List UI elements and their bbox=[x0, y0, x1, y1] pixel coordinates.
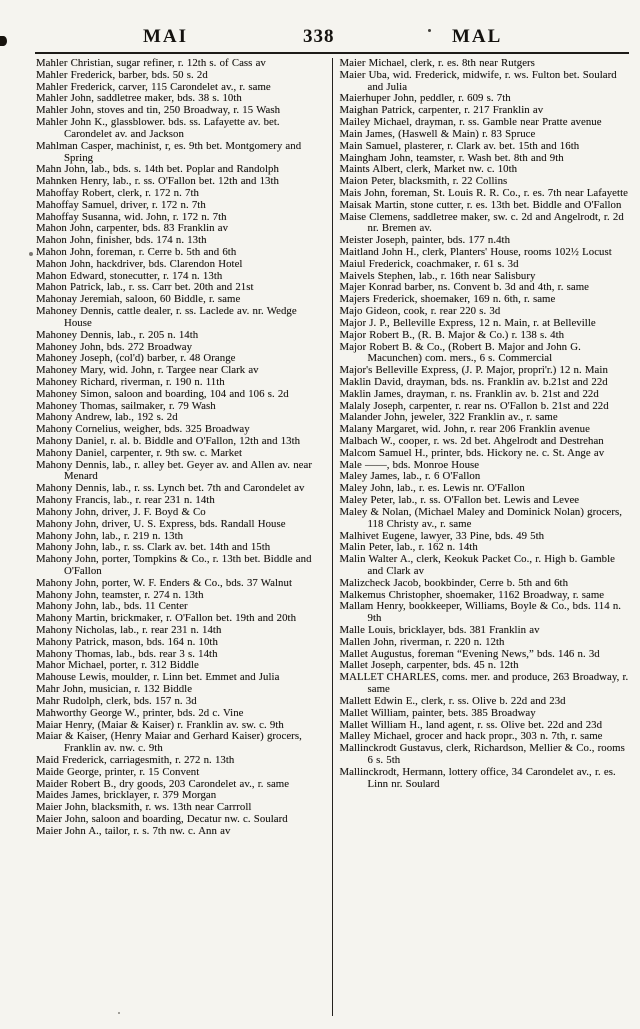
directory-entry: Maierhuper John, peddler, r. 609 s. 7th bbox=[339, 92, 511, 105]
directory-entry: Mahoney John, bds. 272 Broadway bbox=[36, 340, 193, 353]
directory-entry: Mahony Francis, lab., r. rear 231 n. 14th bbox=[36, 494, 215, 507]
directory-entry: Mahoney Dennis, cattle dealer, r. ss. Laclede av. nr. Wedge House bbox=[36, 305, 297, 329]
directory-entry: Mahony John, porter, W. F. Enders & Co., bds. 37 Walnut bbox=[36, 576, 293, 589]
directory-entry: Major J. P., Belleville Express, 12 n. Main, r. at Belleville bbox=[339, 316, 596, 329]
directory-entry: Meister Joseph, painter, bds. 177 n.4th bbox=[339, 234, 511, 247]
directory-entry: Mahony John, teamster, r. 274 n. 13th bbox=[36, 588, 204, 601]
directory-entry: Maisak Martin, stone cutter, r. es. 13th bet. Biddle and O'Fallon bbox=[339, 198, 622, 211]
directory-entry: Mahler Christian, sugar refiner, r. 12th s. of Cass av bbox=[36, 58, 266, 69]
directory-entry: Maitland John H., clerk, Planters' House, rooms 102½ Locust bbox=[339, 246, 612, 258]
directory-entry: Mahony Daniel, r. al. b. Biddle and O'Fallon, 12th and 13th bbox=[36, 435, 301, 447]
directory-entry: Mahoffay Susanna, wid. John, r. 172 n. 7th bbox=[36, 210, 227, 223]
directory-entry: Malle Louis, bricklayer, bds. 381 Franklin av bbox=[339, 624, 540, 636]
directory-entry: Mallinckrodt Gustavus, clerk, Richardson, Mellier & Co., rooms 6 s. 5th bbox=[339, 742, 625, 766]
directory-entry: Mallam Henry, bookkeeper, Williams, Boyle & Co., bds. 114 n. 9th bbox=[339, 600, 622, 625]
scan-speck bbox=[428, 29, 431, 32]
directory-entry: Mahor Michael, porter, r. 312 Biddle bbox=[36, 659, 199, 672]
directory-entry: Mahler Frederick, barber, bds. 50 s. 2d bbox=[36, 68, 208, 81]
header-rule bbox=[35, 52, 629, 54]
directory-entry: Mahony Daniel, carpenter, r. 9th sw. c. Market bbox=[36, 446, 243, 459]
directory-entry: Mahworthy George W., printer, bds. 2d c. Vine bbox=[36, 706, 244, 719]
directory-entry: Mahon John, carpenter, bds. 83 Franklin av bbox=[36, 222, 229, 235]
directory-entry: Mahoney Thomas, sailmaker, r. 79 Wash bbox=[36, 399, 216, 412]
directory-entry: Mahony Dennis, lab., r. alley bet. Geyer av. and Allen av. near Menard bbox=[36, 458, 312, 483]
directory-entry: Maion Peter, blacksmith, r. 22 Collins bbox=[339, 175, 508, 188]
directory-entry: Mahler Frederick, carver, 115 Carondelet av., r. same bbox=[36, 80, 271, 93]
directory-entry: Mahoney Dennis, lab., r. 205 n. 14th bbox=[36, 328, 199, 341]
directory-entry: Malin Walter A., clerk, Keokuk Packet Co., r. High b. Gamble and Clark av bbox=[339, 553, 615, 577]
scan-speck bbox=[29, 252, 33, 256]
directory-columns bbox=[36, 58, 629, 1016]
directory-entry: Mahon John, finisher, bds. 174 n. 13th bbox=[36, 234, 207, 247]
directory-entry: Mallet Joseph, carpenter, bds. 45 n. 12th bbox=[339, 659, 519, 672]
directory-entry: Maighan Patrick, carpenter, r. 217 Franklin av bbox=[339, 104, 544, 117]
directory-entry: Maivels Stephen, lab., r. 16th near Salisbury bbox=[339, 269, 536, 282]
directory-entry: Maklin James, drayman, r. ns. Franklin av. b. 21st and 22d bbox=[339, 387, 599, 400]
directory-entry: Maklin David, drayman, bds. ns. Franklin av. b.21st and 22d bbox=[339, 375, 608, 388]
directory-entry: Mallet William H., land agent, r. ss. Olive bet. 22d and 23d bbox=[339, 718, 603, 731]
directory-entry: Mahr Rudolph, clerk, bds. 157 n. 3d bbox=[36, 694, 197, 707]
header-section-right: MAL bbox=[452, 26, 503, 47]
directory-entry: Mahony John, porter, Tompkins & Co., r. 13th bet. Biddle and O'Fallon bbox=[36, 553, 312, 577]
directory-entry: Mais John, foreman, St. Louis R. R. Co., r. es. 7th near Lafayette bbox=[339, 186, 628, 199]
directory-entry: Maider Robert B., dry goods, 203 Carondelet av., r. same bbox=[36, 777, 290, 790]
directory-entry: Maier Michael, clerk, r. es. 8th near Rutgers bbox=[339, 58, 535, 69]
directory-entry: Malhivet Eugene, lawyer, 33 Pine, bds. 49 5th bbox=[339, 529, 545, 542]
header-section-left: MAI bbox=[143, 26, 189, 47]
directory-entry: Mahnken Henry, lab., r. ss. O'Fallon bet. 12th and 13th bbox=[36, 175, 279, 188]
directory-entry: Mahr John, musician, r. 132 Biddle bbox=[36, 683, 193, 696]
directory-entry: Mallet William, painter, bets. 385 Broadway bbox=[339, 706, 536, 719]
directory-entry: Mahony Nicholas, lab., r. rear 231 n. 14th bbox=[36, 624, 222, 636]
directory-entry: Maley James, lab., r. 6 O'Fallon bbox=[339, 470, 481, 483]
directory-entry: Maier John, blacksmith, r. ws. 13th near Carrroll bbox=[36, 801, 252, 814]
directory-entry: Maiar Henry, (Maiar & Kaiser) r. Franklin av. sw. c. 9th bbox=[36, 718, 284, 731]
directory-entry: MALLET CHARLES, coms. mer. and produce, 263 Broadway, r. same bbox=[339, 671, 629, 696]
directory-entry: Maid Frederick, carriagesmith, r. 272 n. 13th bbox=[36, 753, 235, 766]
directory-entry: Mallen John, riverman, r. 220 n. 12th bbox=[339, 635, 505, 648]
directory-entry: Mallinckrodt, Hermann, lottery office, 34 Carondelet av., r. es. Linn nr. Soulard bbox=[339, 765, 616, 790]
directory-entry: Maingham John, teamster, r. Wash bet. 8th and 9th bbox=[339, 151, 564, 164]
directory-entry: Maley Peter, lab., r. ss. O'Fallon bet. Lewis and Levee bbox=[339, 494, 580, 507]
directory-entry: Mahon Patrick, lab., r. ss. Carr bet. 20th and 21st bbox=[36, 281, 254, 294]
directory-entry: Malin Peter, lab., r. 162 n. 14th bbox=[339, 541, 478, 554]
directory-entry: Mahony John, lab., r. 219 n. 13th bbox=[36, 529, 184, 542]
directory-entry: Majers Frederick, shoemaker, 169 n. 6th, r. same bbox=[339, 293, 556, 306]
directory-entry: Maiul Frederick, coachmaker, r. 61 s. 3d bbox=[339, 257, 519, 270]
directory-entry: Mahon John, foreman, r. Cerre b. 5th and 6th bbox=[36, 246, 237, 258]
directory-entry: Mahony Thomas, lab., bds. rear 3 s. 14th bbox=[36, 647, 218, 660]
directory-entry: Mallet Augustus, foreman “Evening News,” bds. 146 n. 3d bbox=[339, 647, 600, 660]
directory-entry: Malander John, jeweler, 322 Franklin av., r. same bbox=[339, 411, 558, 424]
directory-entry: Mahoney Simon, saloon and boarding, 104 and 106 s. 2d bbox=[36, 387, 289, 400]
directory-entry: Mahoney Joseph, (col'd) barber, r. 48 Orange bbox=[36, 352, 236, 365]
directory-entry: Main Samuel, plasterer, r. Clark av. bet. 15th and 16th bbox=[339, 139, 580, 152]
directory-entry: Malany Margaret, wid. John, r. rear 206 Franklin avenue bbox=[339, 423, 590, 436]
directory-entry: Maier John, saloon and boarding, Decatur nw. c. Soulard bbox=[36, 813, 288, 825]
directory-entry: Mailey Michael, drayman, r. ss. Gamble near Pratte avenue bbox=[339, 116, 602, 129]
right-column bbox=[333, 58, 630, 1016]
directory-entry: Maise Clemens, saddletree maker, sw. c. 2d and Angelrodt, r. 2d nr. Bremen av. bbox=[339, 210, 624, 235]
directory-entry: Mahoffay Samuel, driver, r. 172 n. 7th bbox=[36, 198, 206, 211]
directory-entry: Major Robert B. & Co., (Robert B. Major and John G. Macunchen) com. mers., 6 s. Commercial bbox=[339, 340, 581, 365]
directory-entry: Mallett Edwin E., clerk, r. ss. Olive b. 22d and 23d bbox=[339, 694, 566, 707]
directory-entry: Mahouse Lewis, moulder, r. Linn bet. Emmet and Julia bbox=[36, 671, 280, 684]
directory-entry: Mahn John, lab., bds. s. 14th bet. Poplar and Randolph bbox=[36, 163, 279, 176]
directory-entry: Maier Uba, wid. Frederick, midwife, r. ws. Fulton bet. Soulard and Julia bbox=[339, 68, 617, 93]
directory-entry: Maiar & Kaiser, (Henry Maiar and Gerhard Kaiser) grocers, Franklin av. nw. c. 9th bbox=[36, 730, 302, 755]
directory-entry: Mahlman Casper, machinist, r, es. 9th bet. Montgomery and Spring bbox=[36, 139, 302, 164]
directory-entry: Maide George, printer, r. 15 Convent bbox=[36, 765, 200, 778]
directory-entry: Major's Belleville Express, (J. P. Major, propri'r.) 12 n. Main bbox=[339, 364, 608, 377]
directory-entry: Malbach W., cooper, r. ws. 2d bet. Ahgelrodt and Destrehan bbox=[339, 435, 604, 447]
scan-speck bbox=[118, 1012, 120, 1014]
directory-entry: Mahon Edward, stonecutter, r. 174 n. 13th bbox=[36, 269, 223, 282]
directory-entry: Mahony John, driver, U. S. Express, bds. Randall House bbox=[36, 517, 286, 530]
directory-entry: Mahler John K., glassblower. bds. ss. Lafayette av. bet. Carondelet av. and Jackson bbox=[36, 116, 280, 140]
directory-entry: Maley & Nolan, (Michael Maley and Dominick Nolan) grocers, 118 Christy av., r. same bbox=[339, 505, 623, 530]
directory-entry: Malizcheck Jacob, bookbinder, Cerre b. 5th and 6th bbox=[339, 576, 569, 589]
directory-entry: Male ——, bds. Monroe House bbox=[339, 458, 480, 471]
directory-entry: Mahon John, hackdriver, bds. Clarendon Hotel bbox=[36, 257, 243, 270]
directory-entry: Mahler John, stoves and tin, 250 Broadway, r. 15 Wash bbox=[36, 104, 281, 117]
directory-entry: Mahony Cornelius, weigher, bds. 325 Broadway bbox=[36, 423, 250, 436]
page-number: 338 bbox=[303, 26, 335, 47]
directory-entry: Mahoney Mary, wid. John, r. Targee near Clark av bbox=[36, 364, 259, 377]
left-column bbox=[36, 58, 333, 1016]
directory-entry: Malaly Joseph, carpenter, r. rear ns. O'Fallon b. 21st and 22d bbox=[339, 399, 609, 412]
directory-entry: Mahony John, lab., bds. 11 Center bbox=[36, 600, 188, 613]
directory-entry: Majer Konrad barber, ns. Convent b. 3d and 4th, r. same bbox=[339, 281, 589, 294]
directory-entry: Main James, (Haswell & Main) r. 83 Spruce bbox=[339, 127, 536, 140]
directory-entry: Mahoney Richard, riverman, r. 190 n. 11th bbox=[36, 375, 225, 388]
directory-entry: Mahony Patrick, mason, bds. 164 n. 10th bbox=[36, 635, 218, 648]
directory-entry: Mahony John, driver, J. F. Boyd & Co bbox=[36, 505, 206, 518]
directory-entry: Mahony Andrew, lab., 192 s. 2d bbox=[36, 411, 178, 424]
directory-entry: Majo Gideon, cook, r. rear 220 s. 3d bbox=[339, 305, 501, 318]
directory-entry: Mahony John, lab., r. ss. Clark av. bet. 14th and 15th bbox=[36, 541, 271, 554]
directory-entry: Malley Michael, grocer and hack propr., 303 n. 7th, r. same bbox=[339, 730, 603, 743]
directory-entry: Maides James, bricklayer, r. 379 Morgan bbox=[36, 789, 217, 802]
directory-entry: Maley John, lab., r. es. Lewis nr. O'Fallon bbox=[339, 482, 525, 495]
scan-speck bbox=[0, 36, 7, 46]
directory-entry: Mahony Martin, brickmaker, r. O'Fallon bet. 19th and 20th bbox=[36, 612, 297, 625]
directory-entry: Mahler John, saddletree maker, bds. 38 s. 10th bbox=[36, 92, 242, 105]
directory-entry: Malkemus Christopher, shoemaker, 1162 Broadway, r. same bbox=[339, 588, 605, 601]
directory-entry: Mahoffay Robert, clerk, r. 172 n. 7th bbox=[36, 186, 199, 199]
directory-entry: Major Robert B., (R. B. Major & Co.) r. 138 s. 4th bbox=[339, 328, 565, 341]
directory-entry: Mahony Dennis, lab., r. ss. Lynch bet. 7th and Carondelet av bbox=[36, 482, 305, 495]
directory-entry: Maier John A., tailor, r. s. 7th nw. c. Ann av bbox=[36, 824, 231, 837]
directory-entry: Mahonay Jeremiah, saloon, 60 Biddle, r. same bbox=[36, 293, 241, 306]
directory-entry: Maints Albert, clerk, Market nw. c. 10th bbox=[339, 163, 518, 176]
directory-entry: Malcom Samuel H., printer, bds. Hickory ne. c. St. Ange av bbox=[339, 446, 605, 459]
